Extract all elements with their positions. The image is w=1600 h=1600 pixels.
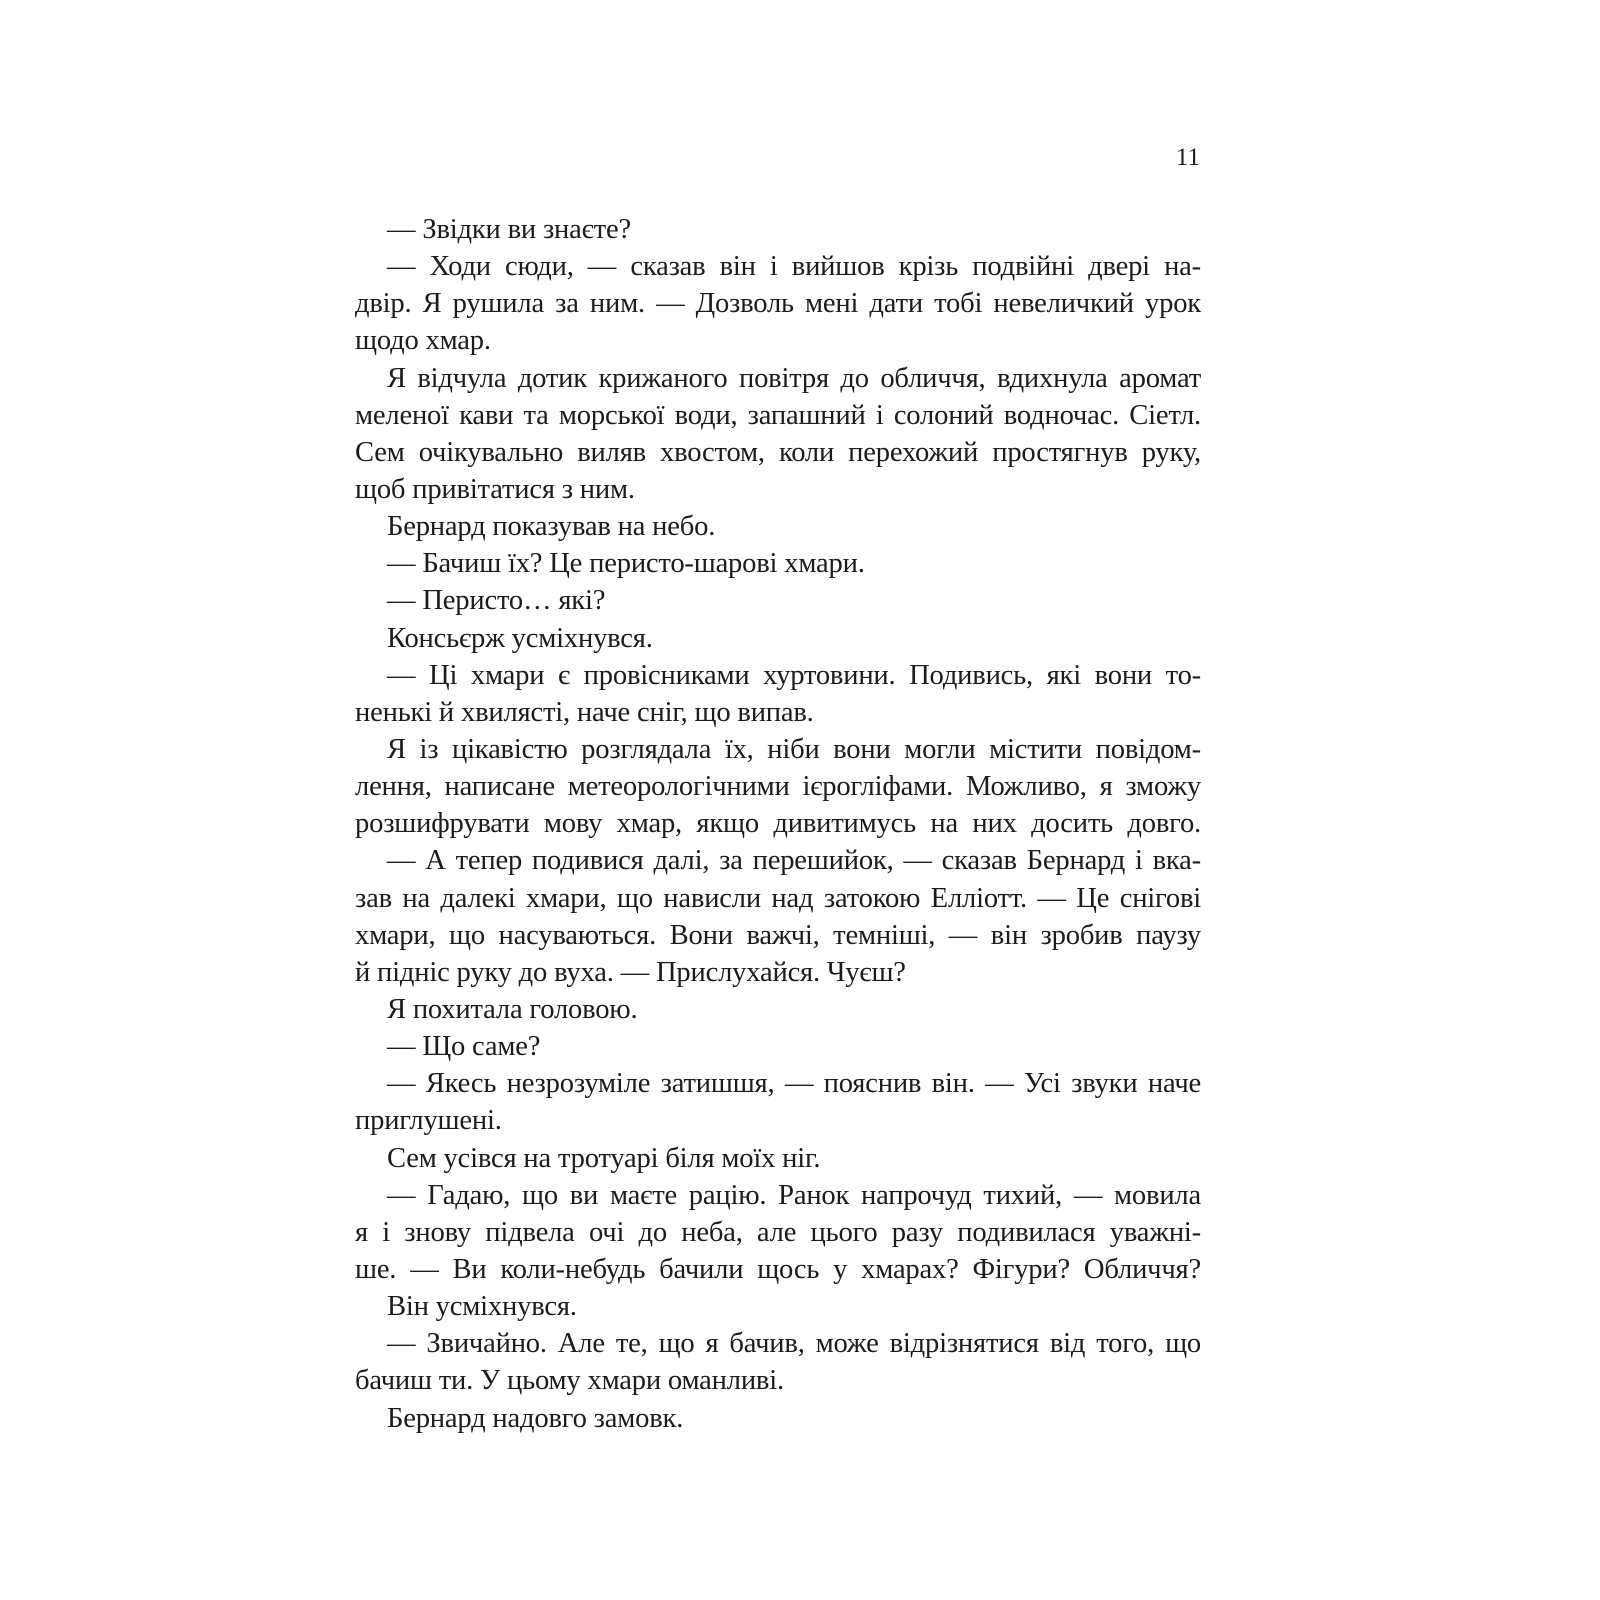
text-line: Сем очікувально виляв хвостом, коли перехожий простягнув руку,	[355, 436, 1201, 468]
text-line: Я із цікавістю розглядала їх, ніби вони могли містити повідом-	[387, 733, 1201, 765]
text-line: — Якесь незрозуміле затишшя, — пояснив він. — Усі звуки наче	[387, 1068, 1201, 1100]
text-line: я і знову підвела очі до неба, але цього разу подивилася уважні-	[355, 1216, 1201, 1248]
text-line: Сем усівся на тротуарі біля моїх ніг.	[387, 1142, 821, 1174]
text-line: й підніс руку до вуха. — Прислухайся. Чуєш?	[355, 956, 906, 988]
text-line: — Гадаю, що ви маєте рацію. Ранок напрочуд тихий, — мовила	[387, 1179, 1201, 1211]
text-line: — Ходи сюди, — сказав він і вийшов крізь подвійні двері на-	[387, 251, 1201, 283]
text-line: — А тепер подивися далі, за перешийок, — сказав Бернард і вка-	[387, 845, 1201, 877]
text-line: меленої кави та морської води, запашний і солоний водночас. Сіетл.	[355, 399, 1201, 431]
text-line: ше. — Ви коли-небудь бачили щось у хмарах? Фігури? Обличчя?	[355, 1253, 1201, 1285]
page-number: 11	[1175, 144, 1200, 171]
text-line: Консьєрж усміхнувся.	[387, 622, 653, 654]
text-line: Я відчула дотик крижаного повітря до обличчя, вдихнула аромат	[387, 362, 1201, 394]
text-line: — Звідки ви знаєте?	[387, 214, 631, 245]
text-line: — Звичайно. Але те, що я бачив, може відрізнятися від того, що	[387, 1328, 1201, 1360]
text-line: — Що саме?	[387, 1031, 541, 1063]
text-line: — Ці хмари є провісниками хуртовини. Подивись, які вони то-	[387, 659, 1201, 691]
text-line: Я похитала головою.	[387, 993, 638, 1025]
text-line: зав на далекі хмари, що нависли над затокою Еллiотт. — Це снігові	[355, 882, 1201, 914]
text-line: Бернард надовго замовк.	[387, 1402, 684, 1434]
text-line: двір. Я рушила за ним. — Дозволь мені дати тобі невеличкий урок	[355, 288, 1201, 320]
text-line: хмари, що насуваються. Вони важчі, темніші, — він зробив паузу	[355, 919, 1201, 951]
text-line: Він усміхнувся.	[387, 1291, 577, 1323]
text-line: щоб привітатися з ним.	[355, 473, 635, 505]
text-line: — Бачиш їх? Це перисто-шарові хмари.	[387, 548, 865, 580]
text-line: приглушені.	[355, 1105, 502, 1137]
text-line: — Перисто… які?	[387, 585, 606, 617]
text-line: щодо хмар.	[355, 325, 491, 357]
text-line: Бернард показував на небо.	[387, 511, 716, 543]
text-line: розшифрувати мову хмар, якщо дивитимусь на них досить довго.	[355, 808, 1201, 840]
text-line: бачиш ти. У цьому хмари оманливі.	[355, 1365, 784, 1397]
text-line: ненькі й хвилясті, наче сніг, що випав.	[355, 696, 814, 728]
body-text	[355, 211, 1201, 1437]
text-line: лення, написане метеорологічними ієрогліфами. Можливо, я зможу	[355, 771, 1201, 803]
